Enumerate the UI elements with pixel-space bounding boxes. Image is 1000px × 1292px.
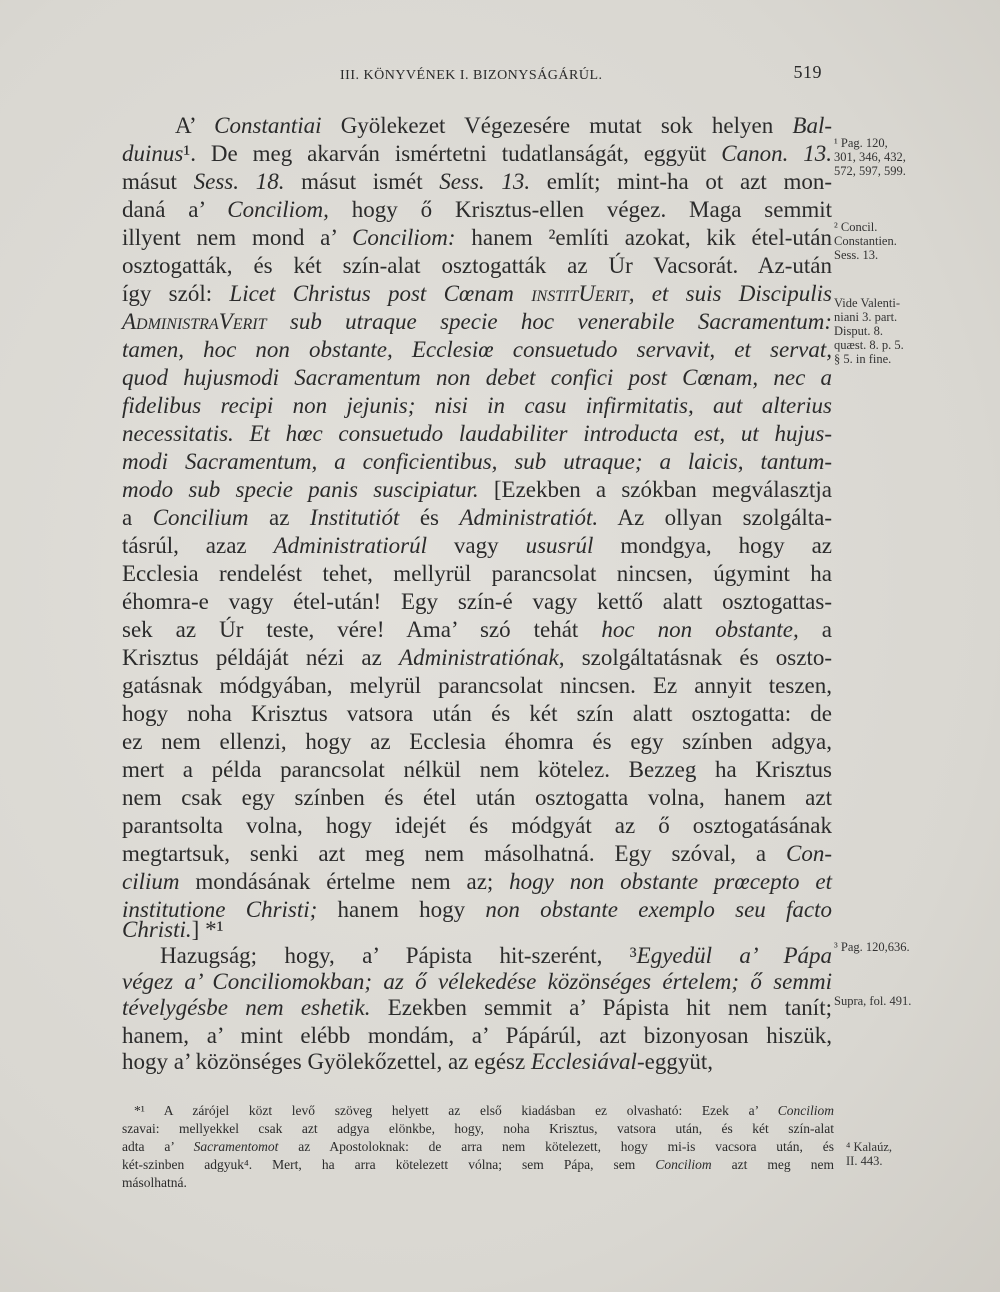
text-line <box>122 308 832 336</box>
text-run: modo sub specie panis suscipiatur. <box>122 477 479 502</box>
text-run: vagy <box>426 533 526 558</box>
footnote-line <box>122 1138 834 1155</box>
text-line <box>122 196 832 224</box>
text-run: ez nem ellenzi, hogy az Ecclesia éhomra és egy színben adgya, <box>122 729 832 754</box>
page-number: 519 <box>793 62 822 82</box>
text-run: két-szinben adgyuk⁴. Mert, ha arra kötelezett vólna; sem Pápa, sem <box>122 1157 656 1172</box>
text-run: Conciliom, <box>227 197 329 222</box>
footnote-line <box>122 1156 834 1173</box>
text-run: tásrúl, azaz <box>122 533 274 558</box>
text-line <box>122 504 832 532</box>
text-run: Institutiót <box>309 505 400 530</box>
text-run: illyent nem mond a’ <box>122 225 353 250</box>
text-line <box>122 336 832 364</box>
text-run: Sess. 18. <box>193 169 285 194</box>
text-line <box>160 942 832 970</box>
text-line <box>122 1022 832 1050</box>
text-run: Conciliom <box>655 1157 712 1172</box>
text-run: hanem hogy <box>317 897 486 922</box>
text-line <box>122 812 832 840</box>
text-run: [Ezekben a szókban megválasztja <box>478 477 832 502</box>
text-run: ] *¹ <box>191 917 224 942</box>
text-run: hogy ő Krisztus-ellen végez. Maga semmit <box>328 197 833 222</box>
text-line <box>122 968 832 996</box>
text-run: Conciliom <box>777 1103 834 1118</box>
text-run: Administratiónak, <box>399 645 565 670</box>
text-run: sek az Úr teste, vére! Ama’ szó tehát <box>122 617 602 642</box>
text-run: a <box>122 505 153 530</box>
text-run: említ; mint-ha ot azt mon- <box>530 169 832 194</box>
text-line <box>122 224 832 252</box>
text-run: másut ismét <box>284 169 440 194</box>
text-run: ususrúl <box>525 533 594 558</box>
text-run: másut <box>122 169 194 194</box>
text-line <box>122 168 832 196</box>
margin-note: ⁴ Kalaúz, II. 443. <box>846 1140 893 1168</box>
text-line <box>122 560 832 588</box>
text-line <box>122 252 832 280</box>
text-run: Con- <box>786 841 832 866</box>
text-run: éhomra-e vagy étel-után! Egy szín-é vagy kettő alatt osztogattas- <box>122 589 832 614</box>
text-line <box>122 532 832 560</box>
text-run: mondgya, hogy az <box>593 533 833 558</box>
footnote-line <box>122 1120 834 1137</box>
text-run: az Apostoloknak: de arra nem kötelezett, hogy mi-is vacsora után, és <box>278 1139 834 1154</box>
text-line <box>122 672 832 700</box>
text-run: Ecclesia rendelést tehet, mellyrül parancsolat nincsen, úgymint ha <box>122 561 832 586</box>
text-run: mert a példa parancsolat nélkül nem kötelez. Bezzeg ha Krisztus <box>122 757 832 782</box>
text-line <box>122 994 832 1022</box>
text-line <box>122 840 832 868</box>
text-run: cilium <box>122 869 180 894</box>
text-run: másolhatná. <box>122 1175 187 1190</box>
text-line <box>122 868 832 896</box>
text-run: megtartsuk, senki azt meg nem másolhatná. Egy szóval, a <box>122 841 786 866</box>
margin-note: ² Concil. Constantien. Sess. 13. <box>834 220 897 262</box>
text-run: modi Sacramentum, a conficientibus, sub utraque; a laicis, tantum- <box>122 449 832 474</box>
text-run: sub utraque specie hoc venerabile Sacramentum: <box>266 309 832 334</box>
text-run: Ecclesiával <box>530 1049 637 1074</box>
text-run: hogy noha Krisztus vatsora után és két szín alatt osztogatta: de <box>122 701 832 726</box>
text-run: Gyölekezet Végezesére mutat sok helyen <box>321 113 793 138</box>
text-run: fidelibus recipi non jejunis; nisi in casu infirmitatis, aut alterius <box>122 393 832 418</box>
text-line <box>122 644 832 672</box>
text-line <box>122 280 832 308</box>
text-run: gatásnak módgyában, melyrül parancsolat nincsen. Ez annyit teszen, <box>122 673 832 698</box>
text-run: necessitatis. Et hœc consuetudo laudabiliter introducta est, ut hujus- <box>122 421 832 446</box>
text-run: hanem ²említi azokat, kik étel-után <box>455 225 832 250</box>
text-run: tévelygésbe nem eshetik. <box>122 995 371 1020</box>
text-run: nem csak egy színben és étel után osztogatta volna, hanem azt <box>122 785 832 810</box>
text-run: Canon. 13. <box>721 141 832 166</box>
text-run: Conciliom: <box>352 225 456 250</box>
text-line <box>122 364 832 392</box>
text-run: hanem, a’ mint elébb mondám, a’ Pápárúl, azt bizonyosan hiszük, <box>122 1023 832 1048</box>
margin-note: ³ Pag. 120,636. <box>834 940 910 954</box>
text-run: ¹. De meg akarván ismértetni tudatlanságát, eggyüt <box>183 141 722 166</box>
text-line <box>122 616 832 644</box>
text-run: adta a’ <box>122 1139 194 1154</box>
text-run: *¹ A zárójel közt levő szöveg helyett az első kiadásban ez olvasható: Ezek a’ <box>134 1103 778 1118</box>
text-run: parantsolta volna, hogy idejét és módgyát az ő osztogatásának <box>122 813 832 838</box>
text-run: Egyedül a’ Pápa <box>636 943 832 968</box>
text-run: Constantiai <box>214 113 322 138</box>
text-run: et suis Discipulis <box>634 281 832 306</box>
text-run: institutione Christi; <box>122 897 318 922</box>
text-line <box>122 476 832 504</box>
margin-note: ¹ Pag. 120, 301, 346, 432, 572, 597, 599. <box>834 136 906 178</box>
margin-note: Supra, fol. 491. <box>834 994 912 1008</box>
text-line <box>122 140 832 168</box>
text-run: Christi. <box>122 917 192 942</box>
margin-note: Vide Valenti- niani 3. part. Disput. 8. quæst. 8. p. 5. § 5. in fine. <box>834 296 904 366</box>
text-run: azt meg nem <box>711 1157 834 1172</box>
chapter-title: III. KÖNYVÉNEK I. BIZONYSÁGÁRÚL. <box>340 68 603 83</box>
text-line <box>122 784 832 812</box>
text-run: szolgáltatásnak és oszto- <box>564 645 832 670</box>
text-line <box>122 728 832 756</box>
running-header <box>340 62 840 92</box>
text-line <box>122 1048 832 1076</box>
text-run: Az ollyan szolgálta- <box>598 505 832 530</box>
text-line <box>122 916 832 944</box>
text-run: institUerit, <box>531 281 635 306</box>
text-run: duinus <box>122 141 184 166</box>
text-run: hogy a’ közönséges Gyölekőzettel, az egész <box>122 1049 531 1074</box>
text-run: Administratiót. <box>459 505 599 530</box>
text-run: osztogatták, és két szín-alat osztogatták az Úr Vacsorát. Az-után <box>122 253 832 278</box>
text-line <box>122 392 832 420</box>
text-run: daná a’ <box>122 197 228 222</box>
text-run: az <box>248 505 310 530</box>
text-run: Hazugság; hogy, a’ Pápista hit-szerént, ³ <box>160 943 637 968</box>
text-run: -eggyüt, <box>636 1049 713 1074</box>
text-line <box>122 448 832 476</box>
text-run: AdministraVerit <box>122 309 267 334</box>
text-run: Concilium <box>152 505 249 530</box>
text-run: Sacramentomot <box>193 1139 279 1154</box>
text-run: szavai: mellyekkel csak azt adgya elönkbe, hogy, noha Krisztus, vatsora után, és két szín-alat <box>122 1121 834 1136</box>
text-run: a <box>798 617 833 642</box>
text-line <box>175 112 832 140</box>
text-run: Administratiorúl <box>273 533 427 558</box>
text-line <box>122 420 832 448</box>
text-run: Licet Christus post Cœnam <box>229 281 532 306</box>
text-run: Ezekben semmit a’ Pápista hit nem tanít; <box>370 995 832 1020</box>
text-run: Krisztus példáját nézi az <box>122 645 400 670</box>
text-run: quod hujusmodi Sacramentum non debet confici post Cœnam, nec a <box>122 365 832 390</box>
text-run: végez a’ Conciliomokban; az ő vélekedése közönséges értelem; ő semmi <box>122 969 832 994</box>
footnote-line <box>122 1174 834 1191</box>
text-run: Bal- <box>792 113 832 138</box>
text-line <box>122 756 832 784</box>
text-run: mondásának értelme nem az; <box>179 869 510 894</box>
text-line <box>122 588 832 616</box>
text-run: non obstante exemplo seu facto <box>485 897 833 922</box>
text-line <box>122 700 832 728</box>
text-run: hogy non obstante prœcepto et <box>509 869 832 894</box>
text-run: Sess. 13. <box>439 169 531 194</box>
text-run: és <box>399 505 460 530</box>
text-run: hoc non obstante, <box>601 617 799 642</box>
text-run: tamen, hoc non obstante, Ecclesiœ consuetudo servavit, et servat, <box>122 337 832 362</box>
footnote-line <box>134 1102 834 1119</box>
text-run: A’ <box>175 113 215 138</box>
text-run: így szól: <box>122 281 230 306</box>
